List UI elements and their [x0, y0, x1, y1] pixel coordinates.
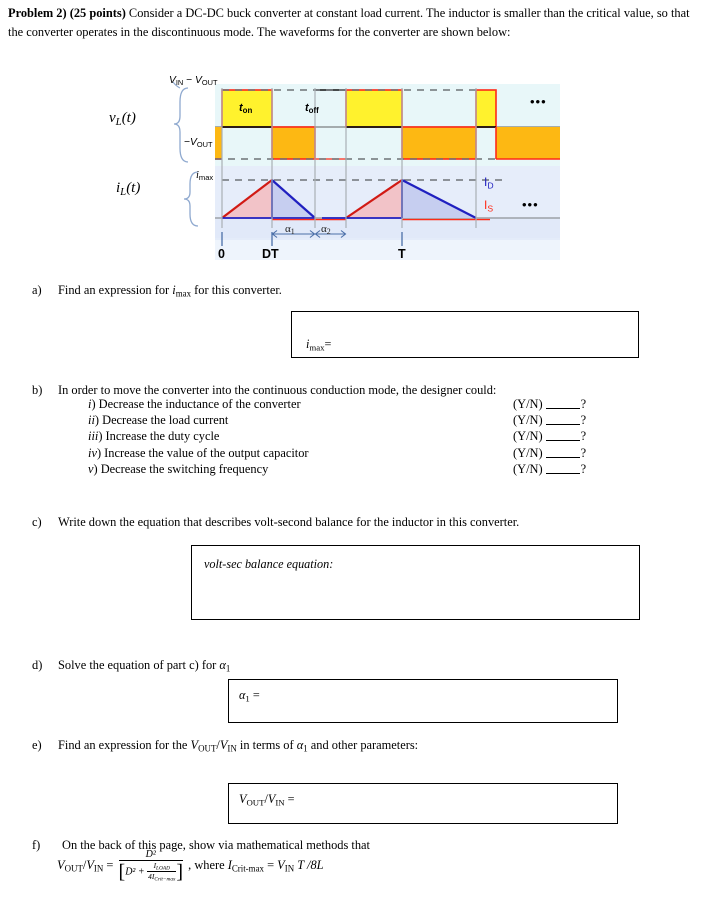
label-imax: $i_{max}$	[196, 170, 214, 183]
part-a-letter: a)	[32, 283, 42, 297]
label-t-off: $t_{off}$	[305, 102, 319, 116]
part-d-letter: d)	[32, 658, 43, 672]
part-f-equation: $V_{OUT}/V_{IN}$ = D² [D² + $I_{LOAD}$ $4I_{Crit-max}$ ] , where $I_{Crit-max} = V_{IN}$ T /8L	[57, 849, 324, 883]
answer-box-c-label: volt-sec balance equation:	[204, 557, 334, 571]
fraction-denominator: [D² + $I_{LOAD}$ $4I_{Crit-max}$ ]	[118, 860, 184, 883]
part-e-text: Find an expression for the $V_{OUT}/V_{IN}$ in terms of $\alpha_1$ and other parameters:	[58, 738, 419, 754]
part-c-text: Write down the equation that describes volt-second balance for the inductor in this converter.	[58, 515, 520, 529]
label-vl-of-t: $v_L(t)$	[109, 110, 136, 129]
list-item: i) Decrease the inductance of the converter (Y/N) ?	[88, 397, 587, 411]
label-i-s: $I_S$	[484, 198, 494, 214]
inner-fraction-numerator: $I_{LOAD}$	[147, 861, 176, 872]
problem-statement	[8, 4, 696, 42]
fraction-numerator: D²	[145, 849, 156, 860]
ellipsis-top: •••	[530, 94, 547, 109]
label-alpha2: $\alpha_2$	[321, 223, 331, 237]
axis-tick-zero: 0	[218, 247, 225, 261]
label-alpha1: $\alpha_1$	[285, 223, 295, 237]
list-item: v) Decrease the switching frequency (Y/N) ?	[88, 461, 587, 476]
part-a-text: Find an expression for $i_{max}$ for this converter.	[58, 283, 282, 299]
bracket-close: ]	[176, 860, 184, 883]
label-neg-vout: $-V_{OUT}$	[184, 137, 213, 150]
answer-blank-b-iv[interactable]	[546, 457, 580, 458]
part-d-text: Solve the equation of part c) for $\alpha_1$	[58, 658, 231, 674]
label-vin-minus-vout: $V_{IN} - V_{OUT}$	[169, 75, 218, 88]
problem-body: Consider a DC-DC buck converter at constant load current. The inductor is smaller than the critical value, so that the converter operates in the discontinuous mode. The waveforms for the converter are shown below:	[8, 6, 690, 39]
answer-blank-b-i[interactable]	[546, 408, 580, 409]
bracket-open: [	[118, 860, 126, 883]
part-b-options	[88, 397, 688, 478]
answer-blank-b-ii[interactable]	[546, 424, 580, 425]
answer-box-e[interactable]	[228, 783, 618, 824]
answer-box-e-label: $V_{OUT}/V_{IN}$ =	[239, 792, 295, 808]
ellipsis-bottom: •••	[522, 197, 539, 212]
inner-fraction	[147, 861, 176, 883]
problem-title: Problem 2) (25 points)	[8, 6, 126, 20]
part-f-letter: f)	[32, 838, 41, 852]
axis-tick-t: T	[398, 247, 406, 261]
answer-box-a-label: $i_{max}=$	[306, 337, 332, 353]
label-t-on: $t_{on}$	[239, 102, 253, 116]
answer-box-c[interactable]	[191, 545, 640, 620]
part-b-letter: b)	[32, 383, 43, 397]
answer-box-a[interactable]	[291, 311, 639, 358]
part-b-text: In order to move the converter into the continuous conduction mode, the designer could:	[58, 383, 497, 397]
fraction-vout-vin	[119, 849, 183, 883]
part-f-text: On the back of this page, show via mathematical methods that	[62, 838, 370, 852]
axis-tick-dt: DT	[262, 247, 279, 261]
part-f-tail: , where $I_{Crit-max} = V_{IN}$ T /8L	[188, 858, 324, 874]
inner-fraction-denominator: $4I_{Crit-max}$	[148, 872, 176, 883]
answer-box-d[interactable]	[228, 679, 618, 723]
label-il-of-t: $i_L(t)$	[116, 180, 141, 199]
list-item: ii) Decrease the load current (Y/N) ?	[88, 413, 587, 428]
label-i-d: $I_D$	[484, 175, 494, 191]
answer-box-d-label: $\alpha_1$ =	[239, 688, 260, 704]
waveform-figure	[110, 72, 580, 272]
list-item: iv) Increase the value of the output capacitor (Y/N) ?	[88, 445, 587, 460]
list-item: iii) Increase the duty cycle (Y/N) ?	[88, 429, 587, 444]
part-e-letter: e)	[32, 738, 42, 752]
part-c-letter: c)	[32, 515, 42, 529]
answer-blank-b-iii[interactable]	[546, 440, 580, 441]
answer-blank-b-v[interactable]	[546, 473, 580, 474]
